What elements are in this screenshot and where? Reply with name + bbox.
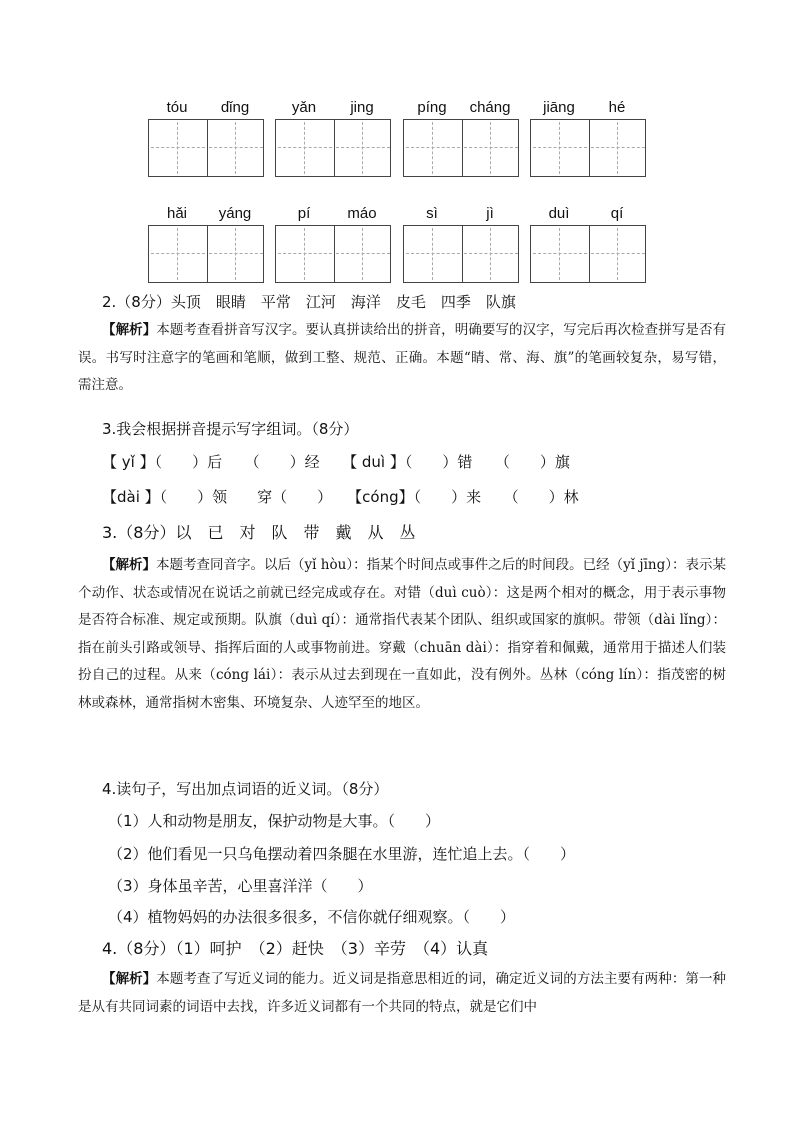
answer-3: 3.（8分）以 已 对 队 带 戴 从 丛 xyxy=(102,523,416,542)
answer-4: 4.（8分）（1）呵护 （2）赶快 （3）辛劳 （4）认真 xyxy=(102,939,489,958)
question-3-row-1[interactable]: 【 yǐ 】（ ）后 （ ）经 【 duì 】（ ）错 （ ）旗 xyxy=(102,453,570,471)
analysis-3 xyxy=(78,552,726,717)
pinyin: dǐng xyxy=(220,99,250,116)
pinyin: qí xyxy=(610,205,624,222)
pinyin: sì xyxy=(426,205,438,222)
pinyin: yáng xyxy=(218,205,252,222)
question-4-item[interactable]: （3）身体虽辛苦，心里喜洋洋（ ） xyxy=(108,877,373,895)
writing-grid[interactable] xyxy=(275,225,391,283)
analysis-tag: 【解析】 xyxy=(102,322,157,338)
pinyin: jì xyxy=(486,205,494,222)
pinyin: yǎn xyxy=(291,99,317,116)
question-3-title: 3.我会根据拼音提示写字组词。（8分） xyxy=(102,420,359,438)
pinyin: jing xyxy=(350,99,374,116)
analysis-2 xyxy=(78,317,726,400)
question-3-row-2[interactable]: 【dài 】（ ）领 穿（ ） 【cóng】（ ）来 （ ）林 xyxy=(102,488,579,506)
question-4-title: 4.读句子，写出加点词语的近义词。（8分） xyxy=(102,780,389,798)
pinyin: duì xyxy=(548,205,570,222)
writing-grid[interactable] xyxy=(148,119,264,177)
analysis-text: 本题考查了写近义词的能力。近义词是指意思相近的词，确定近义词的方法主要有两种：第一种是从有共同词素的词语中去找，许多近义词都有一个共同的特点，就是它们中 xyxy=(78,971,727,1015)
pinyin: jiāng xyxy=(543,99,575,116)
writing-grid[interactable] xyxy=(148,225,264,283)
analysis-text: 本题考查看拼音写汉字。要认真拼读给出的拼音，明确要写的汉字，写完后再次检查拼写是否有误。书写时注意字的笔画和笔顺，做到工整、规范、正确。本题“睛、常、海、旗”的笔画较复杂，易写错，需注意。 xyxy=(78,322,727,393)
writing-grid[interactable] xyxy=(530,119,646,177)
analysis-tag: 【解析】 xyxy=(102,557,157,573)
answer-2: 2.（8分）头顶 眼睛 平常 江河 海洋 皮毛 四季 队旗 xyxy=(102,293,516,311)
pinyin: píng xyxy=(417,99,447,116)
pinyin: cháng xyxy=(469,99,511,116)
pinyin: pí xyxy=(297,205,311,222)
pinyin: hé xyxy=(608,99,626,116)
analysis-text: 本题考查同音字。以后（yǐ hòu）：指某个时间点或事件之后的时间段。已经（yǐ jīng）：表示某个动作、状态或情况在说话之前就已经完成或存在。对错（duì cuò）：这是两个相对的概念，用于表示事物是否符合标准、规定或预期。队旗（duì qí）：通常指代表某个团队、组织或国家的旗帜。带领（dài lǐng）：指在前头引路或领导、指挥后面的人或事物前进。穿戴（chuān dài）：指穿着和佩戴，通常用于描述人们装扮自己的过程。从来（cóng lái）：表示从过去到现在一直如此，没有例外。丛林（cóng lín）：指茂密的树林或森林，通常指树木密集、环境复杂、人迹罕至的地区。 xyxy=(78,557,726,711)
analysis-4 xyxy=(78,966,726,1021)
pinyin: máo xyxy=(347,205,377,222)
question-4-item[interactable]: （4）植物妈妈的办法很多很多，不信你就仔细观察。（ ） xyxy=(108,908,516,926)
pinyin: tóu xyxy=(166,99,188,116)
writing-grid[interactable] xyxy=(530,225,646,283)
question-4-item[interactable]: （2）他们看见一只乌龟摆动着四条腿在水里游，连忙追上去。（ ） xyxy=(108,845,576,863)
question-4-item[interactable]: （1）人和动物是朋友，保护动物是大事。（ ） xyxy=(108,812,441,830)
analysis-tag: 【解析】 xyxy=(102,971,157,987)
writing-grid[interactable] xyxy=(403,225,519,283)
writing-grid[interactable] xyxy=(403,119,519,177)
writing-grid[interactable] xyxy=(275,119,391,177)
pinyin: hǎi xyxy=(166,205,188,222)
